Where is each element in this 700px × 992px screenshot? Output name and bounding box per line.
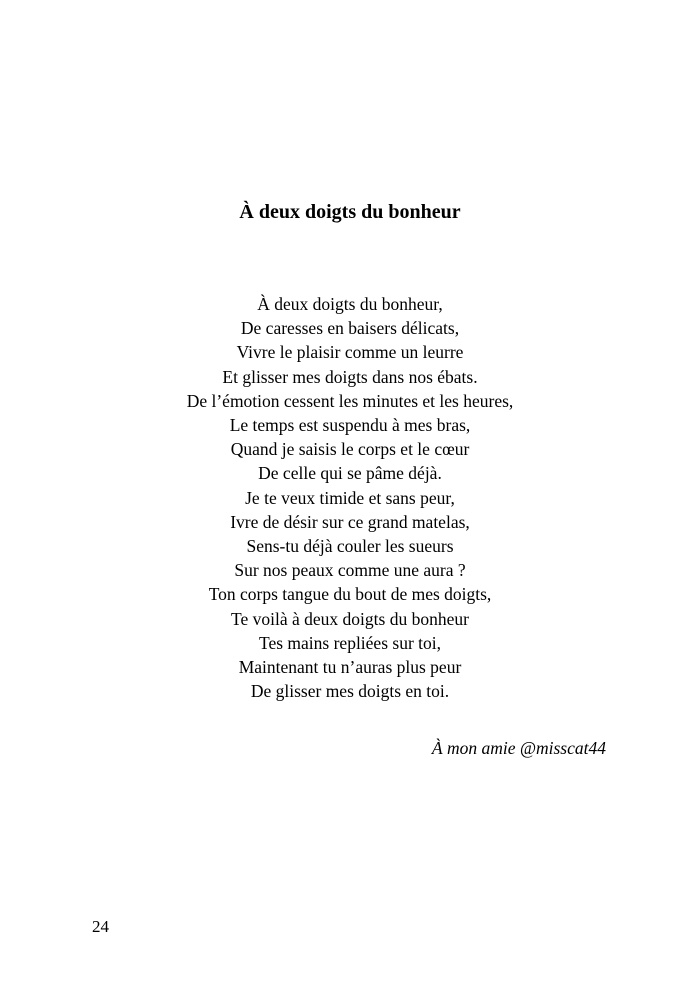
dedication: À mon amie @misscat44 — [431, 738, 606, 758]
poem-line: Ivre de désir sur ce grand matelas, — [230, 511, 470, 532]
poem-line: Quand je saisis le corps et le cœur — [230, 439, 470, 460]
poem-line: De celle qui se pâme déjà. — [258, 463, 442, 484]
poem-line: De glisser mes doigts en toi. — [250, 681, 450, 702]
poem-line: Te voilà à deux doigts du bonheur — [231, 608, 469, 629]
poem-line: De caresses en baisers délicats, — [240, 318, 460, 339]
poem-line: Je te veux timide et sans peur, — [245, 487, 455, 508]
poem-line: Tes mains repliées sur toi, — [259, 632, 441, 653]
poem-line: Ton corps tangue du bout de mes doigts, — [208, 584, 492, 605]
poem-line: Et glisser mes doigts dans nos ébats. — [222, 366, 478, 387]
poem-body — [0, 292, 700, 703]
poem-line: De l’émotion cessent les minutes et les heures, — [186, 390, 514, 411]
poem-line: Vivre le plaisir comme un leurre — [236, 342, 464, 363]
poem-line: À deux doigts du bonheur, — [257, 294, 443, 314]
poem-line: Sur nos peaux comme une aura ? — [234, 560, 466, 581]
poem-line: Le temps est suspendu à mes bras, — [229, 415, 471, 436]
poem-title: À deux doigts du bonheur — [239, 201, 461, 223]
poem-line: Maintenant tu n’auras plus peur — [238, 657, 462, 678]
poem-line: Sens-tu déjà couler les sueurs — [246, 536, 454, 557]
page-number: 24 — [92, 917, 109, 936]
